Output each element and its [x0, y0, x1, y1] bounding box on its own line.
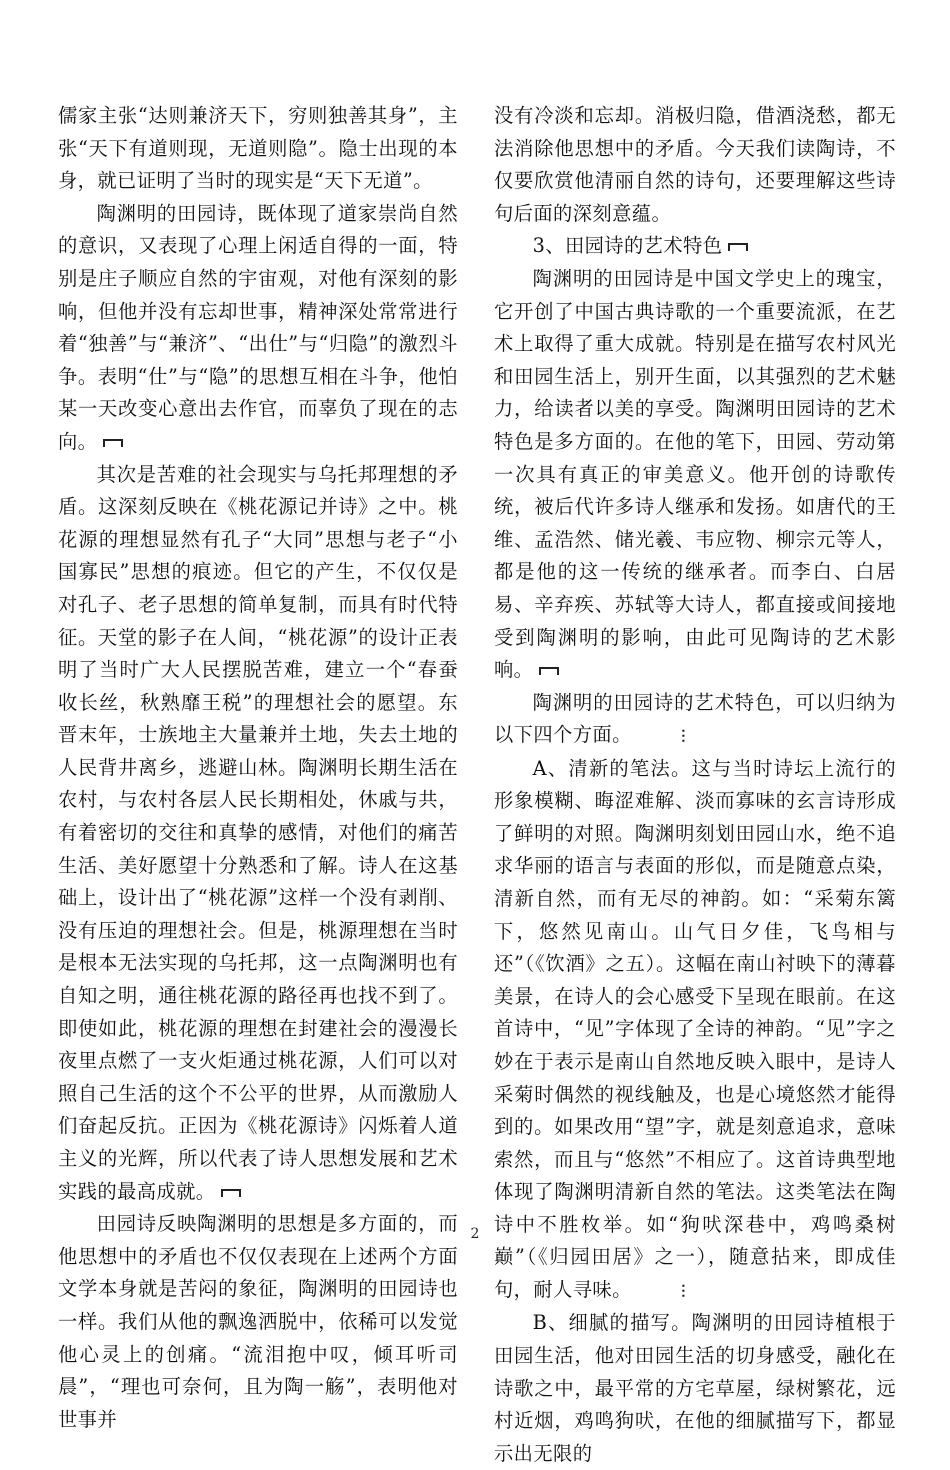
paragraph-text: 儒家主张“达则兼济天下，穷则独善其身”，主张“天下有道则现，无道则隐”。隐士出现的本身，就已证明了当时的现实是“天下无道”。: [58, 104, 458, 193]
paragraph-text: 田园诗反映陶渊明的思想是多方面的，而他思想中的矛盾也不仅仅表现在上述两个方面文学本身就是苦闷的象征，陶渊明的田园诗也一样。我们从他的飘逸洒脱中，依稀可以发觉他心灵上的创痛。“流泪抱中叹，倾耳听司晨”，“理也可奈何，且为陶一觞”，表明他对世事并: [58, 1212, 458, 1431]
section-heading: [494, 230, 896, 263]
paragraph-text: 没有冷淡和忘却。消极归隐，借酒浇愁，都无法消除他思想中的矛盾。今天我们读陶诗，不仅要欣赏他清丽自然的诗句，还要理解这些诗句后面的深刻意蕴。: [494, 104, 896, 225]
paragraph: [494, 100, 896, 230]
paragraph: [58, 1208, 458, 1436]
paragraph: [494, 1307, 896, 1470]
paragraph: [58, 459, 458, 1209]
paragraph-text: B、细腻的描写。陶渊明的田园诗植根于田园生活，他对田园生活的切身感受，融化在诗歌之中，最平常的方宅草屋，绿树繁花，远村近烟，鸡鸣狗吠，在他的细腻描写下，都显示出无限的: [494, 1311, 896, 1465]
vertical-dots-icon: ⋮: [676, 727, 691, 744]
paragraph-text: 陶渊明的田园诗的艺术特色，可以归纳为以下四个方面。: [494, 690, 896, 747]
page-number: 2: [470, 1226, 480, 1242]
return-mark-icon: [728, 243, 748, 251]
paragraph-text: 陶渊明的田园诗，既体现了道家崇尚自然的意识，又表现了心理上闲适自得的一面，特别是庄子顺应自然的宇宙观，对他有深刻的影响，但他并没有忘却世事，精神深处常常进行着“独善”与“兼济”、“出仕”与“归隐”的激烈斗争。表明“仕”与“隐”的思想互相在斗争，他怕某一天改变心意出去作官，而辜负了现在的志向。: [58, 201, 458, 453]
heading-text: 3、田园诗的艺术特色: [532, 234, 723, 258]
paragraph-text: 其次是苦难的社会现实与乌托邦理想的矛盾。这深刻反映在《桃花源记并诗》之中。桃花源的理想显然有孔子“大同”思想与老子“小国寡民”思想的痕迹。但它的产生，不仅仅是对孔子、老子思想的简单复制，而具有时代特征。天堂的影子在人间，“桃花源”的设计正表明了当时广大人民摆脱苦难，建立一个“春蚕收长丝，秋熟靡王税”的理想社会的愿望。东晋末年，士族地主大量兼并土地，失去土地的人民背井离乡，逃避山林。陶渊明长期生活在农村，与农村各层人民长期相处，休戚与共，有着密切的交往和真挚的感情，对他们的痛苦生活、美好愿望十分熟悉和了解。诗人在这基础上，设计出了“桃花源”这样一个没有剥削、没有压迫的理想社会。但是，桃源理想在当时是根本无法实现的乌托邦，这一点陶渊明也有自知之明，通往桃花源的路径再也找不到了。即使如此，桃花源的理想在封建社会的漫漫长夜里点燃了一支火炬通过桃花源，人们可以对照自己生活的这个不公平的世界，从而激励人们奋起反抗。正因为《桃花源诗》闪烁着人道主义的光辉，所以代表了诗人思想发展和艺术实践的最高成就。: [58, 462, 458, 1203]
paragraph: [494, 753, 896, 1308]
paragraph-text: 陶渊明的田园诗是中国文学史上的瑰宝，它开创了中国古典诗歌的一个重要流派，在艺术上取得了重大成就。特别是在描写农村风光和田园生活上，别开生面，以其强烈的艺术魅力，给读者以美的享受。陶渊明田园诗的艺术特色是多方面的。在他的笔下，田园、劳动第一次具有真正的审美意义。他开创的诗歌传统，被后代许多诗人继承和发扬。如唐代的王维、孟浩然、储光羲、韦应物、柳宗元等人，都是他的这一传统的继承者。而李白、白居易、辛弃疾、苏轼等大诗人，都直接或间接地受到陶渊明的影响，由此可见陶诗的艺术影响。: [494, 266, 896, 682]
paragraph: [494, 263, 896, 687]
vertical-dots-icon: ⋮: [676, 1282, 691, 1299]
paragraph-text: A、清新的笔法。这与当时诗坛上流行的形象模糊、晦涩难解、淡而寡味的玄言诗形成了鲜明的对照。陶渊明刻划田园山水，绝不追求华丽的语言与表面的形似，而是随意点染，清新自然，而有无尽的神韵。如：“采菊东篱下，悠然见南山。山气日夕佳，飞鸟相与还”（《饮酒》之五）。这幅在南山衬映下的薄暮美景，在诗人的会心感受下呈现在眼前。在这首诗中，“见”字体现了全诗的神韵。“见”字之妙在于表示是南山自然地反映入眼中，是诗人采菊时偶然的视线触及，也是心境悠然才能得到的。如果改用“望”字，就是刻意追求，意味索然，而且与“悠然”不相应了。这首诗典型地体现了陶渊明清新自然的笔法。这类笔法在陶诗中不胜枚举。如“狗吠深巷中，鸡鸣桑树巅”（《归园田居》之一），随意拈来，即成佳句，耐人寻味。: [494, 756, 896, 1302]
return-mark-icon: [539, 667, 559, 675]
paragraph: [58, 100, 458, 198]
right-column: [494, 100, 896, 1470]
return-mark-icon: [103, 439, 123, 447]
paragraph: [494, 687, 896, 753]
return-mark-icon: [221, 1189, 241, 1197]
paragraph: [58, 198, 458, 459]
